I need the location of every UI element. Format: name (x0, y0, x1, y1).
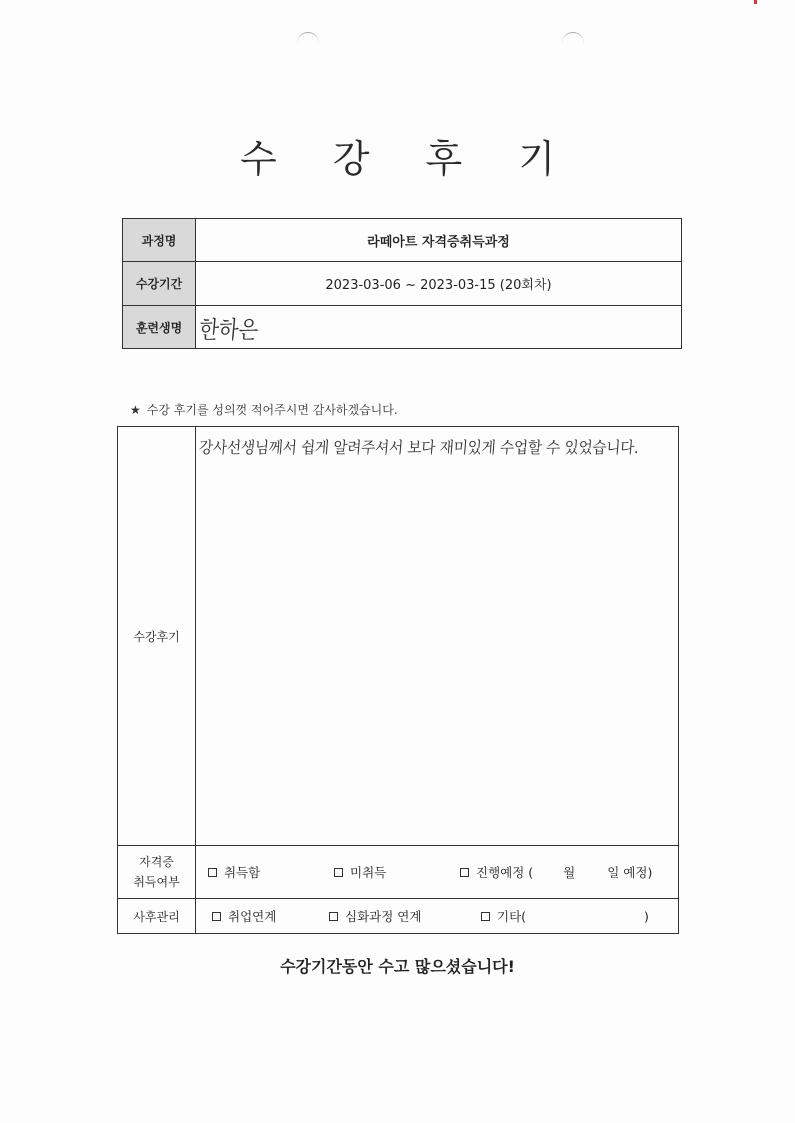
course-name-value: 라떼아트 자격증취득과정 (196, 219, 682, 262)
aftercare-option-advanced-course[interactable]: 심화과정 연계 (329, 907, 481, 925)
page-title: 수 강 후 기 (239, 137, 578, 181)
certification-row (118, 846, 679, 899)
checkbox-icon[interactable] (212, 912, 221, 921)
course-info-table (122, 218, 682, 349)
checkbox-icon[interactable] (334, 868, 343, 877)
closing-message: 수강기간동안 수고 많으셨습니다! (280, 957, 515, 976)
checkbox-icon[interactable] (329, 912, 338, 921)
course-period-row (123, 262, 682, 306)
checkbox-icon[interactable] (208, 868, 217, 877)
aftercare-option-other[interactable]: 기타( ) (481, 907, 649, 925)
star-icon: ★ (130, 403, 141, 417)
certification-option-not-acquired[interactable]: 미취득 (334, 863, 460, 881)
checkbox-icon[interactable] (481, 912, 490, 921)
trainee-row (123, 306, 682, 349)
review-handwritten-text: 강사선생님께서 쉽게 알려주셔서 보다 재미있게 수업할 수 있었습니다. (198, 438, 640, 457)
aftercare-label: 사후관리 (118, 899, 196, 934)
certification-label (118, 846, 196, 899)
trainee-label: 훈련생명 (123, 306, 196, 349)
aftercare-option-employment[interactable]: 취업연계 (212, 907, 329, 925)
punch-hole-left (297, 32, 319, 55)
review-label: 수강후기 (118, 427, 196, 846)
checkbox-icon[interactable] (460, 868, 469, 877)
aftercare-options-cell (196, 899, 679, 934)
review-content-cell (196, 427, 679, 846)
trainee-value-cell (196, 306, 682, 349)
instruction-label: 수강 후기를 성의껏 적어주시면 감사하겠습니다. (146, 403, 398, 417)
punch-hole-right (562, 32, 584, 55)
certification-option-planned[interactable]: 진행예정 ( 월 일 예정) (460, 863, 652, 881)
certification-options-cell (196, 846, 679, 899)
instruction-text (130, 401, 398, 418)
scan-corner-mark (754, 0, 757, 4)
certification-label-line2: 취득여부 (133, 875, 180, 889)
course-name-label: 과정명 (123, 219, 196, 262)
review-row (118, 427, 679, 846)
course-name-row (123, 219, 682, 262)
course-period-label: 수강기간 (123, 262, 196, 306)
certification-label-line1: 자격증 (139, 855, 174, 869)
course-period-value: 2023-03-06 ~ 2023-03-15 (20회차) (196, 262, 682, 306)
aftercare-row (118, 899, 679, 934)
review-table (117, 426, 679, 934)
trainee-name-handwritten: 한하은 (197, 315, 260, 344)
certification-option-acquired[interactable]: 취득함 (208, 863, 334, 881)
